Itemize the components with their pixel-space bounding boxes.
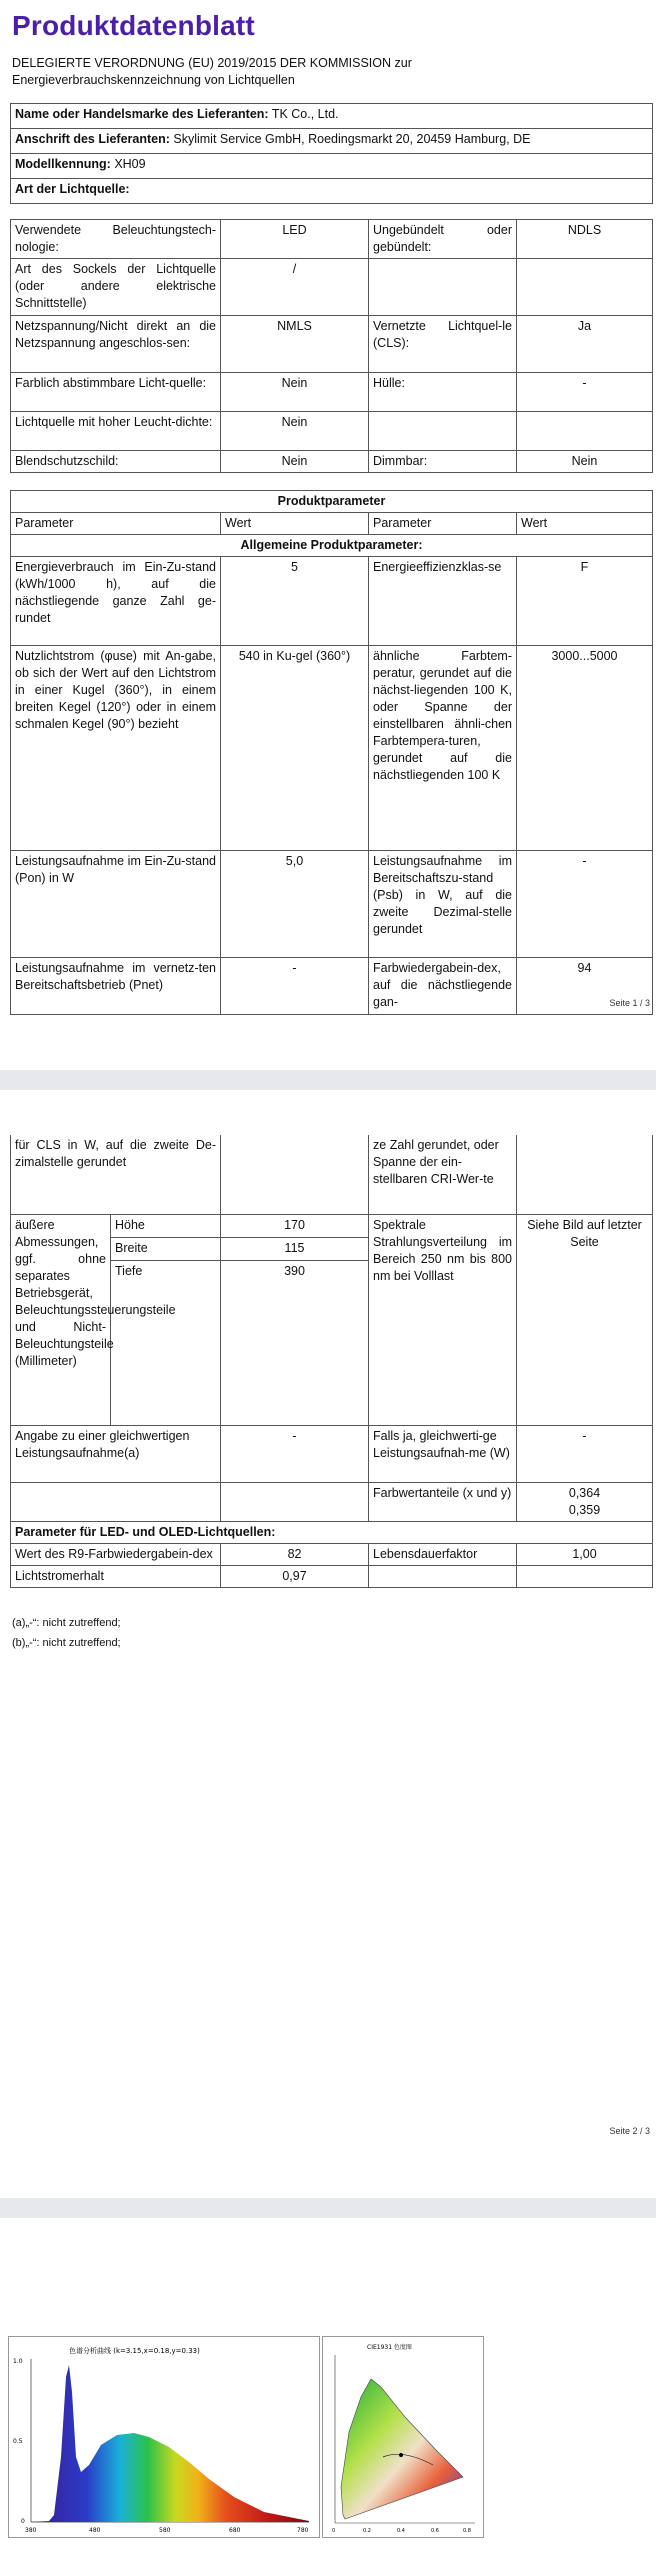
page-title: Produktdatenblatt xyxy=(12,10,255,41)
value-cell: 1,00 xyxy=(517,1544,653,1566)
x-tick-label: 780 xyxy=(297,2527,309,2534)
value-cell: Nein xyxy=(221,373,369,412)
cie-x-tick: 0.6 xyxy=(431,2528,439,2534)
x-tick-label: 480 xyxy=(89,2527,101,2534)
param-cell: Leistungsaufnahme im Ein-Zu-stand (Pon) in W xyxy=(11,851,221,958)
value-cell: / xyxy=(221,259,369,316)
table-row xyxy=(11,1544,653,1566)
value-cell: Nein xyxy=(221,451,369,473)
param-cell: Dimmbar: xyxy=(369,451,517,473)
value-cell: NDLS xyxy=(517,220,653,259)
table-row xyxy=(11,851,653,958)
cie-x-tick: 0.4 xyxy=(397,2528,405,2534)
param-cell: Art des Sockels der Lichtquelle (oder andere elektrische Schnittstelle) xyxy=(11,259,221,316)
spektral-label: Spektrale Strahlungsverteilung im Bereich 250 nm bis 800 nm bei Volllast xyxy=(369,1215,517,1426)
spectrum-curve xyxy=(31,2365,309,2522)
param-cell: Blendschutzschild: xyxy=(11,451,221,473)
footnote-b: (b)„-“: nicht zutreffend; xyxy=(12,1637,121,1649)
y-tick-label: 0.5 xyxy=(13,2438,23,2445)
value-cell: Ja xyxy=(517,316,653,373)
x-tick-label: 680 xyxy=(229,2527,241,2534)
cie-x-tick: 0.8 xyxy=(463,2528,471,2534)
dim-name-tiefe: Tiefe xyxy=(111,1261,221,1426)
value-cell: 94 xyxy=(517,958,653,1015)
param-cell: Angabe zu einer gleichwertigen Leistungsaufnahme(a) xyxy=(11,1426,221,1483)
supplier-address-value: Skylimit Service GmbH, Roedingsmarkt 20, 20459 Hamburg, DE xyxy=(173,132,531,146)
value-cell: - xyxy=(517,1426,653,1483)
dim-name-hoehe: Höhe xyxy=(111,1215,221,1238)
supplier-table xyxy=(10,103,653,204)
dim-value-breite: 115 xyxy=(221,1238,369,1261)
table-row xyxy=(11,220,653,259)
cie-diagram xyxy=(323,2337,483,2537)
page-2 xyxy=(0,1090,656,2198)
value-cell: 82 xyxy=(221,1544,369,1566)
footnote-a: (a)„-“: nicht zutreffend; xyxy=(12,1617,121,1629)
cie-locus xyxy=(341,2379,463,2519)
col-header-wert-2: Wert xyxy=(517,513,653,535)
lichtquelle-heading: Art der Lichtquelle: xyxy=(11,179,653,204)
value-cell: - xyxy=(221,1426,369,1483)
value-cell: - xyxy=(221,958,369,1015)
param-cell: Falls ja, gleichwerti-ge Leistungsaufnah-me (W) xyxy=(369,1426,517,1483)
regulation-subtitle: DELEGIERTE VERORDNUNG (EU) 2019/2015 DER KOMMISSION zur Energieverbrauchskennzeichnung von Lichtquellen xyxy=(12,56,412,87)
param-cell: Netzspannung/Nicht direkt an die Netzspannung angeschlos-sen: xyxy=(11,316,221,373)
x-tick-label: 580 xyxy=(159,2527,171,2534)
param-cell: Leistungsaufnahme im Bereitschaftszu-stand (Psb) in W, auf die zweite Dezimal-stelle gerundet xyxy=(369,851,517,958)
value-cell xyxy=(517,412,653,451)
value-cell: 5,0 xyxy=(221,851,369,958)
value-cell: Nein xyxy=(221,412,369,451)
empty-cell xyxy=(221,1483,369,1522)
param-cell: Ungebündelt oder gebündelt: xyxy=(369,220,517,259)
spectrum-graph xyxy=(9,2337,319,2537)
param-cell: ze Zahl gerundet, oder Spanne der ein-stellbaren CRI-Wer-te xyxy=(369,1135,517,1215)
col-header-parameter: Parameter xyxy=(11,513,221,535)
param-cell xyxy=(369,1566,517,1588)
cie-x-tick: 0 xyxy=(332,2528,336,2534)
value-cell xyxy=(517,1566,653,1588)
page-number: Seite 2 / 3 xyxy=(609,2126,650,2136)
produktparameter-heading: Produktparameter xyxy=(11,491,653,513)
page-3 xyxy=(0,2218,656,2560)
value-cell: 0,97 xyxy=(221,1566,369,1588)
dim-value-tiefe: 390 xyxy=(221,1261,369,1426)
cie-title: CIE1931 色度图 xyxy=(367,2344,412,2351)
table-row xyxy=(11,646,653,851)
param-cell: Hülle: xyxy=(369,373,517,412)
param-cell: Verwendete Beleuchtungstech-nologie: xyxy=(11,220,221,259)
param-cell: Wert des R9-Farbwiedergabein-dex xyxy=(11,1544,221,1566)
y-tick-label: 1.0 xyxy=(13,2358,23,2365)
value-cell: 540 in Ku-gel (360°) xyxy=(221,646,369,851)
param-cell xyxy=(369,412,517,451)
param-cell: Energieeffizienzklas-se xyxy=(369,557,517,646)
value-cell: F xyxy=(517,557,653,646)
table-row xyxy=(11,259,653,316)
allgemeine-heading: Allgemeine Produktparameter: xyxy=(11,535,653,557)
param-cell: Vernetzte Lichtquel-le (CLS): xyxy=(369,316,517,373)
param-cell: Leistungsaufnahme im vernetz-ten Bereitschaftsbetrieb (Pnet) xyxy=(11,958,221,1015)
table-row xyxy=(11,557,653,646)
produktparameter-table xyxy=(10,490,653,1015)
value-cell xyxy=(517,1135,653,1215)
spectrum-title: 色谱分析曲线 (k=3.15,x=0.18,y=0.33) xyxy=(69,2347,200,2355)
dim-value-hoehe: 170 xyxy=(221,1215,369,1238)
param-cell: Farblich abstimmbare Licht-quelle: xyxy=(11,373,221,412)
farbwert-label: Farbwertanteile (x und y) xyxy=(369,1483,517,1522)
param-cell: Nutzlichtstrom (φuse) mit An-gabe, ob sich der Wert auf den Lichtstrom in einer Kugel (360°), in einem breiten Kegel (120°) oder in einem schmalen Kegel (90°) bezieht xyxy=(11,646,221,851)
x-tick-label: 380 xyxy=(25,2527,37,2534)
model-value: XH09 xyxy=(114,157,146,171)
led-heading: Parameter für LED- und OLED-Lichtquellen: xyxy=(11,1522,653,1544)
param-cell xyxy=(369,259,517,316)
model-label: Modellkennung: xyxy=(15,157,111,171)
param-cell: Farbwiedergabein-dex, auf die nächstliegende gan- xyxy=(369,958,517,1015)
value-cell: NMLS xyxy=(221,316,369,373)
dims-label: äußere Abmessungen, ggf. ohne separates Betriebsgerät, Beleuchtungssteuerungsteile und Nicht-Beleuchtungsteile (Millimeter) xyxy=(11,1215,111,1426)
dim-name-breite: Breite xyxy=(111,1238,221,1261)
cie-figure xyxy=(322,2336,484,2538)
table-row xyxy=(11,958,653,1015)
col-header-parameter-2: Parameter xyxy=(369,513,517,535)
param-cell: Energieverbrauch im Ein-Zu-stand (kWh/1000 h), auf die nächstliegende ganze Zahl ge-rundet xyxy=(11,557,221,646)
table-row xyxy=(11,412,653,451)
col-header-wert: Wert xyxy=(221,513,369,535)
value-cell: 3000...5000 xyxy=(517,646,653,851)
param-cell: Lichtstromerhalt xyxy=(11,1566,221,1588)
param-cell: Lichtquelle mit hoher Leucht-dichte: xyxy=(11,412,221,451)
y-tick-label: 0 xyxy=(21,2518,25,2525)
value-cell: Nein xyxy=(517,451,653,473)
page-number: Seite 1 / 3 xyxy=(609,998,650,1008)
value-cell xyxy=(221,1135,369,1215)
chromaticity-point xyxy=(399,2453,403,2457)
param-cell: für CLS in W, auf die zweite De-zimalstelle gerundet xyxy=(11,1135,221,1215)
cie-x-tick: 0.2 xyxy=(363,2528,371,2534)
empty-cell xyxy=(11,1483,221,1522)
table-row xyxy=(11,373,653,412)
farbwert-value: 0,364 0,359 xyxy=(517,1483,653,1522)
value-cell: 5 xyxy=(221,557,369,646)
value-cell: LED xyxy=(221,220,369,259)
spectrum-figure xyxy=(8,2336,320,2538)
spektral-value: Siehe Bild auf letzter Seite xyxy=(517,1215,653,1426)
lichtquelle-table xyxy=(10,219,653,473)
page2-table xyxy=(10,1135,653,1588)
value-cell: - xyxy=(517,851,653,958)
table-row xyxy=(11,316,653,373)
param-cell: ähnliche Farbtem-peratur, gerundet auf die nächst-liegenden 100 K, oder Spanne der einstellbaren ähnli-chen Farbtempera-turen, gerundet auf die nächstliegenden 100 K xyxy=(369,646,517,851)
supplier-name-label: Name oder Handelsmarke des Lieferanten: xyxy=(15,107,269,121)
value-cell: - xyxy=(517,373,653,412)
supplier-address-label: Anschrift des Lieferanten: xyxy=(15,132,170,146)
param-cell: Lebensdauerfaktor xyxy=(369,1544,517,1566)
table-row xyxy=(11,1566,653,1588)
page-1 xyxy=(0,0,656,1070)
supplier-name-value: TK Co., Ltd. xyxy=(271,107,339,121)
table-row xyxy=(11,451,653,473)
value-cell xyxy=(517,259,653,316)
